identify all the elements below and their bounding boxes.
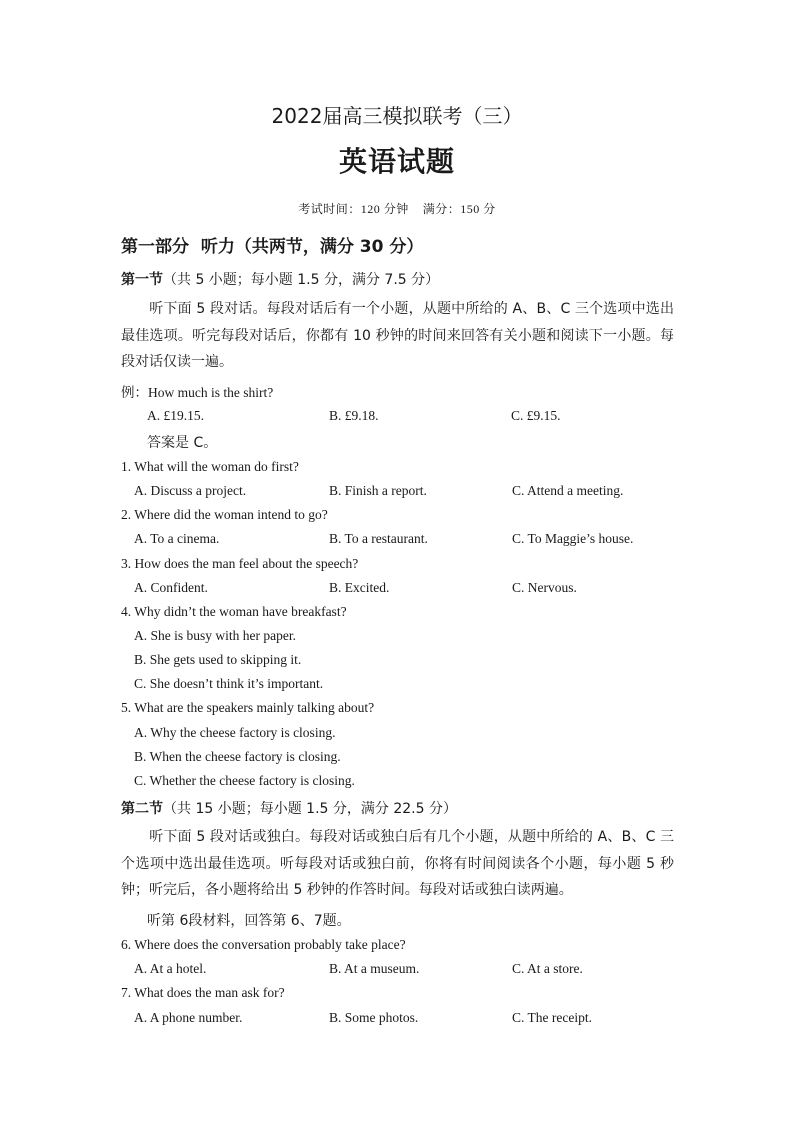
part-heading: 第一部分 听力（共两节，满分 30 分） — [121, 237, 424, 257]
option-a: A. Why the cheese factory is closing. — [134, 725, 336, 740]
option-b: B. At a museum. — [329, 961, 420, 976]
option-a: A. Confident. — [134, 580, 208, 595]
section-heading — [121, 269, 439, 289]
question-stem: 6. Where does the conversation probably take place? — [121, 937, 406, 952]
option-a: A. A phone number. — [134, 1010, 243, 1025]
section-scoring: （共 5 小题；每小题 1.5 分，满分 7.5 分） — [163, 272, 440, 288]
example-option-a: A. £19.15. — [147, 408, 204, 423]
section-heading — [121, 798, 457, 818]
exam-title: 2022届高三模拟联考（三） — [271, 104, 523, 128]
option-c: C. Attend a meeting. — [512, 483, 624, 498]
option-a: A. At a hotel. — [134, 961, 207, 976]
subject-title: 英语试题 — [338, 145, 455, 178]
option-b: B. Excited. — [329, 580, 390, 595]
example-option-c: C. £9.15. — [511, 408, 561, 423]
option-b: B. To a restaurant. — [329, 531, 428, 546]
question-stem: 3. How does the man feel about the speech? — [121, 556, 359, 571]
option-b: B. She gets used to skipping it. — [134, 652, 302, 667]
option-a: A. She is busy with her paper. — [134, 628, 296, 643]
option-a: A. To a cinema. — [134, 531, 220, 546]
section-instructions — [121, 824, 674, 904]
option-a: A. Discuss a project. — [134, 483, 247, 498]
question-stem: 7. What does the man ask for? — [121, 985, 285, 1000]
section-instructions — [121, 296, 674, 376]
section-title: 第一节 — [121, 272, 163, 288]
question-stem: 2. Where did the woman intend to go? — [121, 507, 328, 522]
instructions-text: 听下面 5 段对话或独白。每段对话或独白后有几个小题，从题中所给的 A、B、C 三个选项中选出最佳选项。听每段对话或独白前，你将有时间阅读各个小题，每小题 5 秒钟；听完后，各小题将给出 5 秒钟的作答时间。每段对话或独白读两遍。 — [121, 829, 674, 898]
option-c: C. The receipt. — [512, 1010, 592, 1025]
question-stem: 5. What are the speakers mainly talking about? — [121, 700, 375, 715]
option-b: B. Finish a report. — [329, 483, 427, 498]
option-c: C. At a store. — [512, 961, 583, 976]
option-c: C. She doesn’t think it’s important. — [134, 676, 324, 691]
example-question: 例：How much is the shirt? — [121, 385, 274, 400]
example-answer: 答案是 C。 — [147, 435, 218, 451]
material-note: 听第 6段材料，回答第 6、7题。 — [147, 913, 351, 929]
section-title: 第二节 — [121, 801, 163, 817]
option-c: C. Whether the cheese factory is closing. — [134, 773, 355, 788]
question-stem: 1. What will the woman do first? — [121, 459, 299, 474]
question-stem: 4. Why didn’t the woman have breakfast? — [121, 604, 347, 619]
option-b: B. When the cheese factory is closing. — [134, 749, 341, 764]
example-option-b: B. £9.18. — [329, 408, 379, 423]
section-scoring: （共 15 小题；每小题 1.5 分，满分 22.5 分） — [163, 801, 457, 817]
option-c: C. To Maggie’s house. — [512, 531, 634, 546]
instructions-text: 听下面 5 段对话。每段对话后有一个小题，从题中所给的 A、B、C 三个选项中选出最佳选项。听完每段对话后，你都有 10 秒钟的时间来回答有关小题和阅读下一小题。每段对话仅读一遍。 — [121, 301, 674, 370]
exam-info: 考试时间：120 分钟 满分：150 分 — [298, 202, 496, 216]
option-b: B. Some photos. — [329, 1010, 419, 1025]
option-c: C. Nervous. — [512, 580, 577, 595]
